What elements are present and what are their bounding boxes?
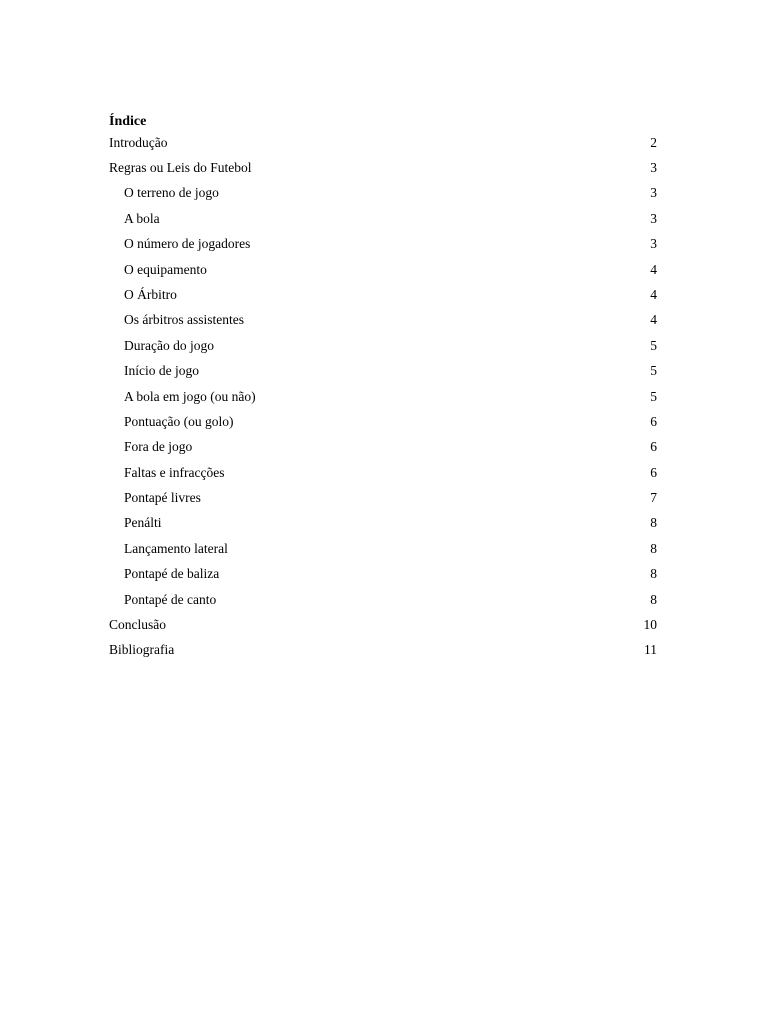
toc-entry-label[interactable]: Duração do jogo bbox=[124, 337, 214, 353]
toc-entry[interactable] bbox=[109, 231, 657, 256]
toc-entry[interactable] bbox=[109, 612, 657, 637]
toc-entry-label[interactable]: Penálti bbox=[124, 515, 162, 531]
toc-entry[interactable] bbox=[109, 485, 657, 510]
toc-entry-label[interactable]: Faltas e infracções bbox=[124, 464, 225, 480]
toc-entry[interactable] bbox=[109, 358, 657, 383]
toc-entry-label[interactable]: O número de jogadores bbox=[124, 236, 251, 252]
toc-entry-label[interactable]: Pontapé livres bbox=[124, 490, 201, 506]
toc-entry[interactable] bbox=[109, 131, 657, 155]
toc-page-number: 6 bbox=[650, 464, 657, 480]
toc-page-number: 6 bbox=[650, 413, 657, 429]
toc-page-number: 8 bbox=[650, 591, 657, 607]
toc-title: Índice bbox=[109, 114, 147, 129]
toc-entry-label[interactable]: A bola em jogo (ou não) bbox=[124, 388, 256, 404]
toc-entry-label[interactable]: Conclusão bbox=[109, 617, 166, 633]
toc-page-number: 8 bbox=[650, 540, 657, 556]
toc-entry[interactable] bbox=[109, 587, 657, 612]
toc-entry-label[interactable]: Pontuação (ou golo) bbox=[124, 413, 234, 429]
toc-entry-label[interactable]: Fora de jogo bbox=[124, 439, 193, 455]
toc-page-number: 3 bbox=[650, 185, 657, 201]
toc-page-number: 8 bbox=[650, 515, 657, 531]
toc-page-number: 8 bbox=[650, 566, 657, 582]
toc-page-number: 7 bbox=[650, 490, 657, 506]
toc-page-number: 5 bbox=[650, 388, 657, 404]
toc-page-number: 4 bbox=[650, 261, 657, 277]
toc-entry-label[interactable]: Regras ou Leis do Futebol bbox=[109, 160, 252, 175]
toc-entry-label[interactable]: Bibliografia bbox=[109, 642, 175, 658]
toc-page-number: 3 bbox=[650, 236, 657, 252]
toc-page-number: 11 bbox=[644, 642, 657, 658]
document-page bbox=[109, 113, 657, 663]
toc-entry-label[interactable]: Introdução bbox=[109, 135, 168, 150]
toc-entry[interactable] bbox=[109, 510, 657, 535]
toc-entry-label[interactable]: Lançamento lateral bbox=[124, 540, 228, 556]
toc-page-number: 5 bbox=[650, 337, 657, 353]
toc-entry-label[interactable]: O equipamento bbox=[124, 261, 207, 277]
toc-entry[interactable] bbox=[109, 409, 657, 434]
toc-entry[interactable] bbox=[109, 434, 657, 459]
toc-page-number: 5 bbox=[650, 363, 657, 379]
toc-entry[interactable] bbox=[109, 155, 657, 180]
toc-entry[interactable] bbox=[109, 384, 657, 409]
toc-entry-label[interactable]: Início de jogo bbox=[124, 363, 199, 379]
toc-entry-label[interactable]: O Árbitro bbox=[124, 286, 177, 302]
toc-entry[interactable] bbox=[109, 536, 657, 561]
toc-page-number: 3 bbox=[650, 210, 657, 226]
toc-list bbox=[109, 131, 657, 663]
toc-entry[interactable] bbox=[109, 257, 657, 282]
toc-entry[interactable] bbox=[109, 333, 657, 358]
toc-entry[interactable] bbox=[109, 637, 657, 662]
toc-entry[interactable] bbox=[109, 307, 657, 332]
toc-entry[interactable] bbox=[109, 180, 657, 205]
toc-page-number: 2 bbox=[650, 135, 657, 150]
toc-entry-label[interactable]: Pontapé de canto bbox=[124, 591, 217, 607]
toc-entry[interactable] bbox=[109, 282, 657, 307]
toc-page-number: 6 bbox=[650, 439, 657, 455]
toc-entry-label[interactable]: Pontapé de baliza bbox=[124, 566, 220, 582]
toc-entry-label[interactable]: Os árbitros assistentes bbox=[124, 312, 244, 328]
toc-page-number: 3 bbox=[650, 160, 657, 175]
toc-page-number: 4 bbox=[650, 286, 657, 302]
toc-entry-label[interactable]: O terreno de jogo bbox=[124, 185, 219, 201]
toc-entry[interactable] bbox=[109, 206, 657, 231]
toc-entry-label[interactable]: A bola bbox=[124, 210, 160, 226]
toc-entry[interactable] bbox=[109, 561, 657, 586]
toc-entry[interactable] bbox=[109, 460, 657, 485]
toc-page-number: 10 bbox=[643, 617, 657, 633]
toc-page-number: 4 bbox=[650, 312, 657, 328]
